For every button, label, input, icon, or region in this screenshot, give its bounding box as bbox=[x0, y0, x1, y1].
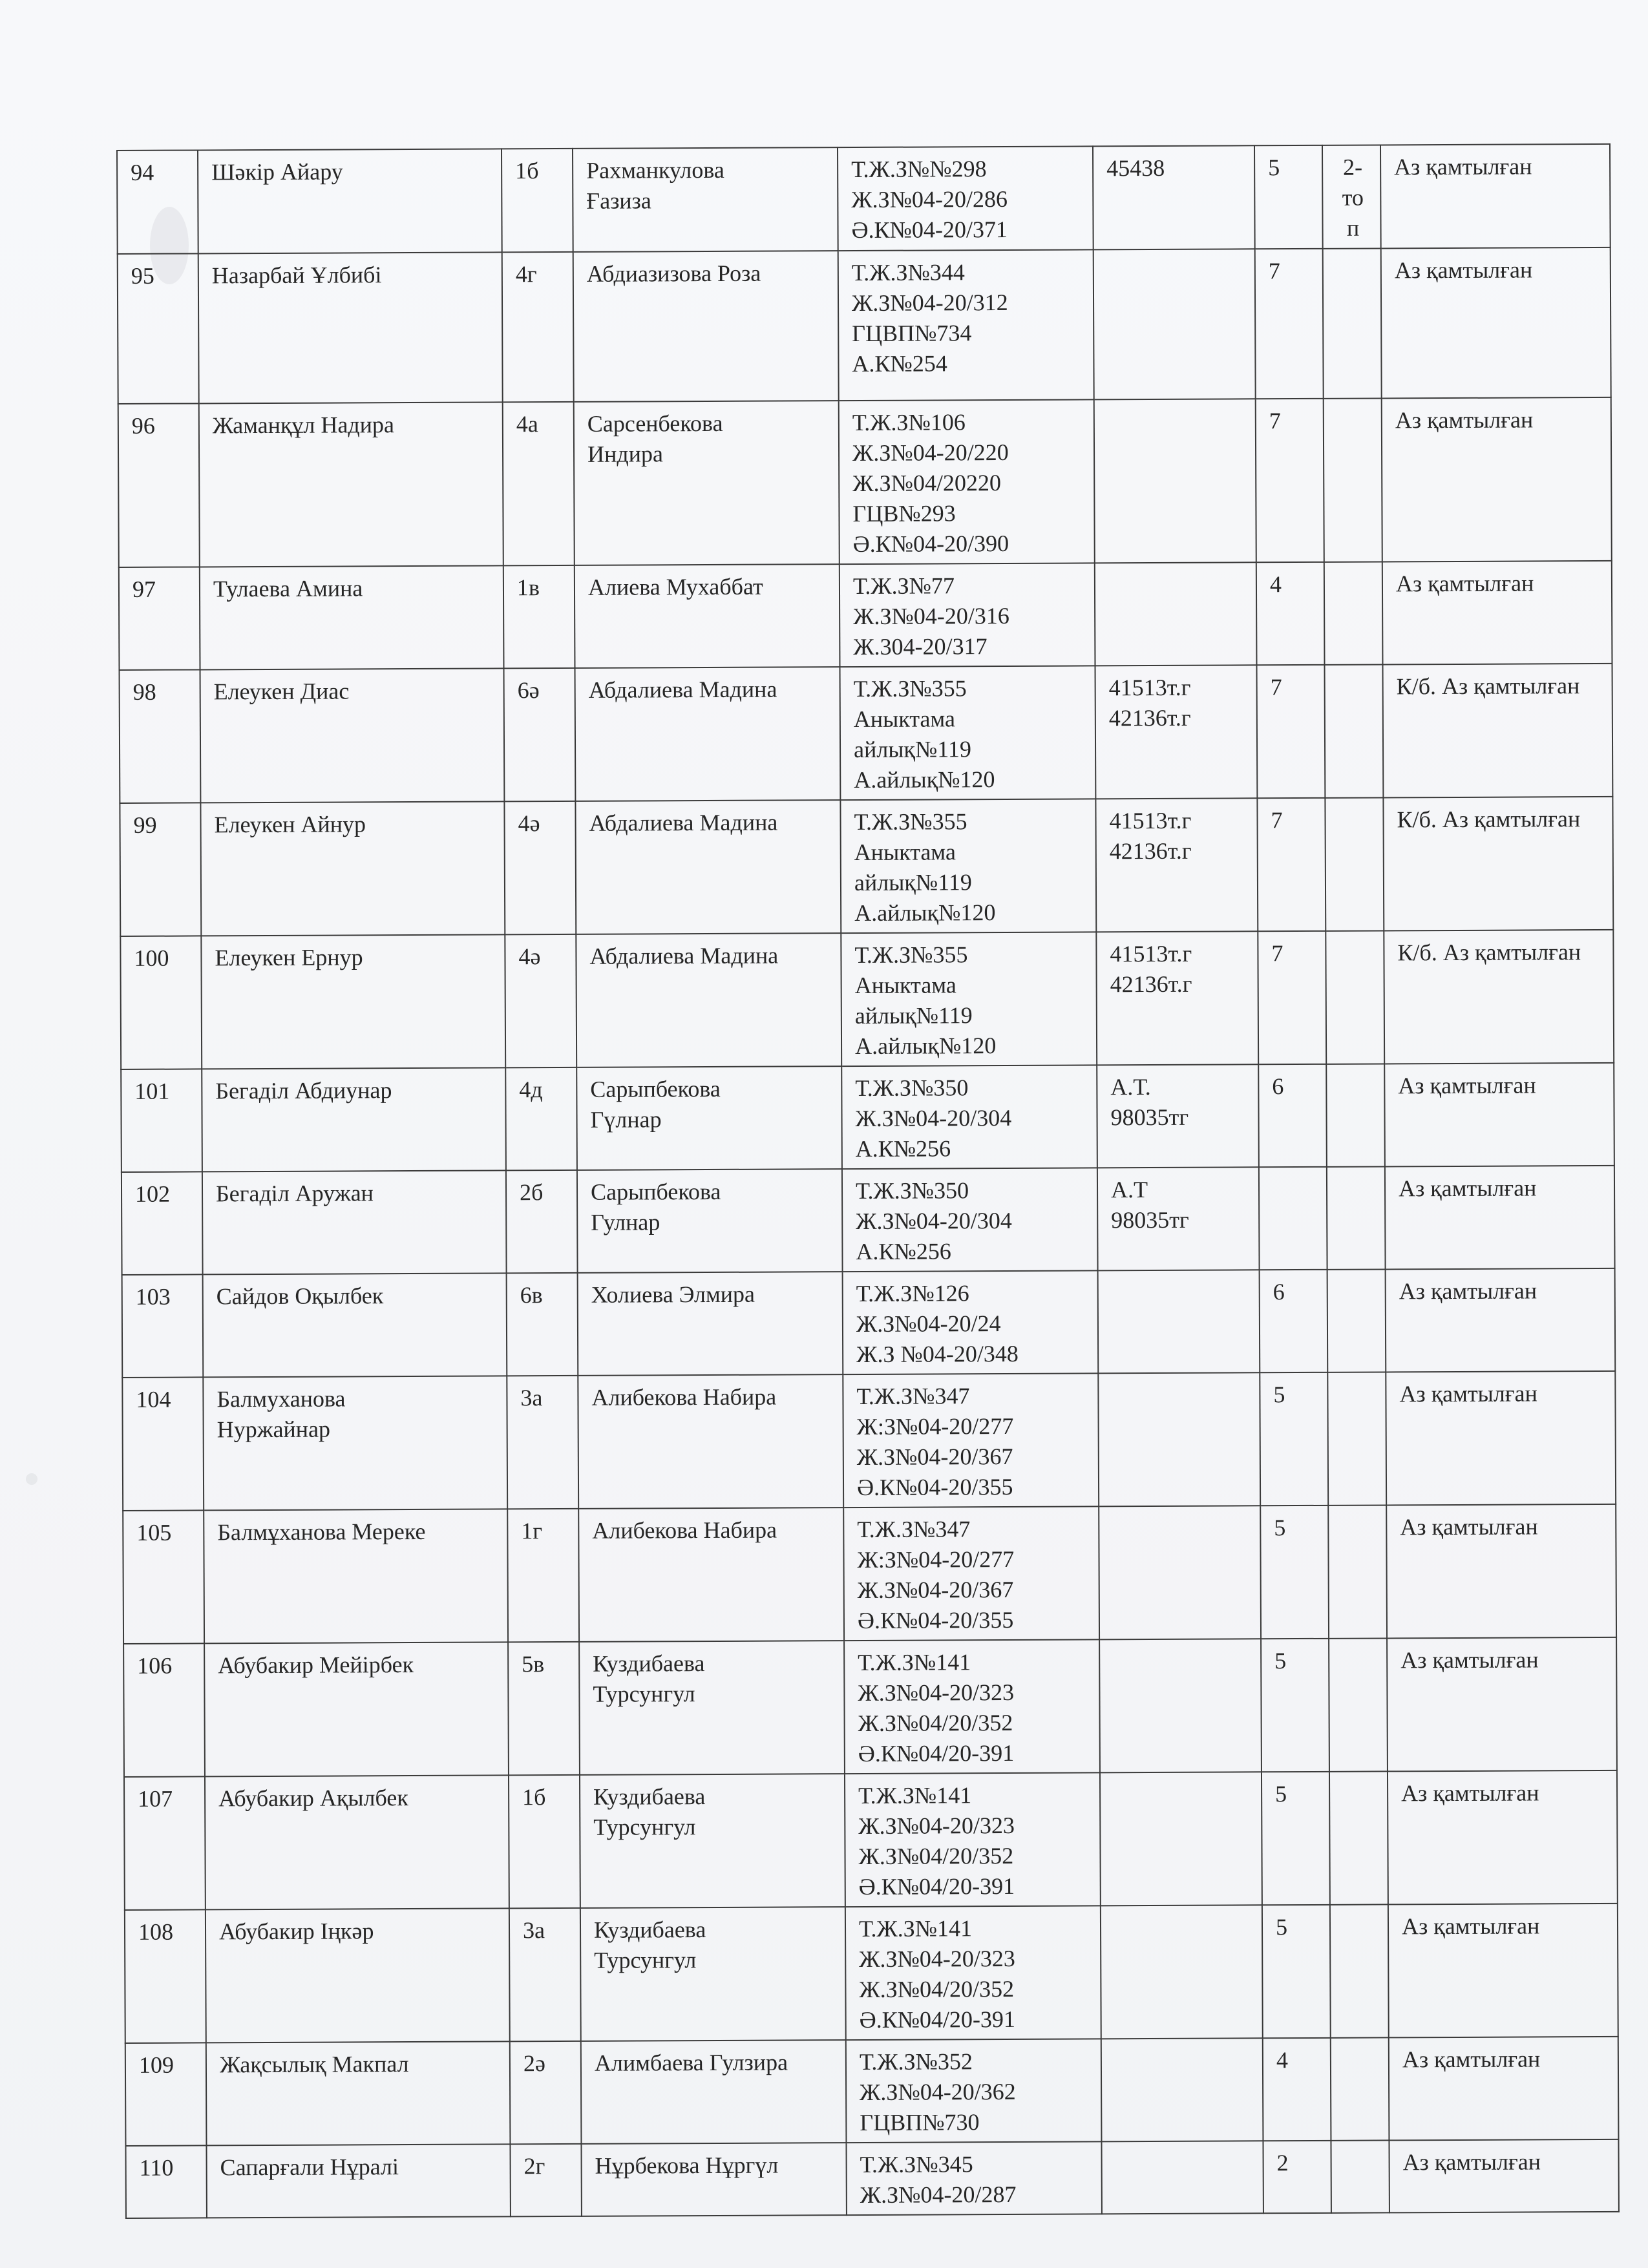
document-refs-line: Т.Ж.З№344 bbox=[851, 259, 965, 286]
teacher-name-line: Алибекова Набира bbox=[591, 1383, 777, 1411]
amount-cell-line: 98035тг bbox=[1110, 1104, 1189, 1131]
document-refs bbox=[845, 1906, 1101, 2040]
teacher-name-line: Сарыпбекова bbox=[590, 1075, 721, 1102]
student-name bbox=[203, 1273, 507, 1377]
row-number: 107 bbox=[124, 1776, 206, 1910]
document-refs-line: Т.Ж.З№141 bbox=[858, 1915, 973, 1942]
status-note: Аз қамтылған bbox=[1386, 1371, 1616, 1506]
teacher-name-line: Алибекова Набира bbox=[592, 1517, 777, 1544]
student-grade: 4г bbox=[502, 252, 574, 402]
table-row bbox=[120, 930, 1614, 1069]
document-refs-line: Т.Ж.З№355 bbox=[854, 941, 968, 969]
document-refs-line: Ж.З№04-20/220 bbox=[852, 439, 1009, 467]
teacher-name-line: Алиева Мухаббат bbox=[587, 573, 763, 600]
amount-cell bbox=[1097, 1064, 1259, 1168]
student-name-line: Елеукен Айнур bbox=[214, 811, 366, 838]
amount-cell bbox=[1098, 1270, 1260, 1373]
row-number: 99 bbox=[120, 803, 201, 936]
teacher-name-line: Гүлнар bbox=[590, 1106, 662, 1133]
group-cell bbox=[1331, 2037, 1389, 2140]
document-refs-line: Аныктама bbox=[854, 839, 956, 866]
teacher-name bbox=[581, 2040, 847, 2144]
teacher-name-line: Рахманкулова bbox=[586, 156, 724, 184]
student-grade: 6ә bbox=[504, 668, 576, 801]
student-grade: 4ә bbox=[504, 801, 576, 934]
amount-cell-line: 41513т.г bbox=[1110, 940, 1192, 967]
family-count: 6 bbox=[1258, 1064, 1327, 1167]
status-note: Аз қамтылған bbox=[1389, 2037, 1619, 2141]
document-refs-line: Ж.З№04-20/362 bbox=[860, 2078, 1016, 2106]
document-refs-line: Аныктама bbox=[853, 706, 956, 733]
student-grade: 4а bbox=[503, 402, 575, 565]
document-refs-line: Т.Ж.З№347 bbox=[856, 1383, 970, 1410]
document-refs-line: А.К№256 bbox=[855, 1135, 951, 1162]
amount-cell bbox=[1099, 1506, 1261, 1639]
teacher-name-line: Нұрбекова Нұргүл bbox=[595, 2152, 779, 2179]
teacher-name bbox=[580, 1774, 845, 1908]
group-cell bbox=[1326, 1064, 1385, 1166]
document-refs bbox=[840, 799, 1096, 933]
table-row bbox=[125, 1904, 1618, 2043]
document-refs-line: Ж.З№04-20/304 bbox=[855, 1104, 1012, 1132]
registry-body bbox=[117, 144, 1619, 2218]
document-refs bbox=[840, 563, 1095, 667]
registry-table-wrapper bbox=[116, 143, 1618, 2209]
status-note: К/б. Аз қамтылған bbox=[1382, 664, 1612, 798]
document-refs-line: Т.Ж.З№350 bbox=[855, 1177, 969, 1204]
amount-cell bbox=[1100, 1772, 1262, 1906]
amount-cell bbox=[1095, 665, 1257, 799]
document-refs-line: Т.Ж.З№355 bbox=[854, 808, 967, 835]
table-row bbox=[123, 1637, 1617, 1777]
amount-cell bbox=[1095, 798, 1258, 932]
document-refs-line: Ж.З№04-20/323 bbox=[858, 1812, 1015, 1840]
student-name bbox=[198, 252, 503, 403]
student-name-line: Бегаділ Аружан bbox=[215, 1180, 374, 1207]
teacher-name-line: Гулнар bbox=[591, 1209, 660, 1235]
teacher-name bbox=[574, 401, 840, 565]
family-count: 7 bbox=[1257, 798, 1326, 931]
family-count: 4 bbox=[1256, 562, 1325, 665]
table-row bbox=[122, 1268, 1616, 1378]
student-name-line: Жақсылық Макпал bbox=[219, 2051, 409, 2078]
student-name bbox=[203, 1376, 507, 1510]
family-count: 5 bbox=[1254, 145, 1323, 249]
student-name bbox=[204, 1642, 509, 1776]
amount-cell bbox=[1098, 1372, 1260, 1506]
teacher-name bbox=[575, 800, 841, 934]
student-grade: 4ә bbox=[505, 934, 576, 1067]
document-refs-line: Ә.К№04/20-391 bbox=[858, 1873, 1015, 1900]
row-number: 109 bbox=[125, 2042, 207, 2146]
group-cell bbox=[1329, 1638, 1388, 1771]
teacher-name-line: Абдиазизова Роза bbox=[586, 260, 761, 287]
teacher-name bbox=[577, 1169, 843, 1273]
document-refs-line: Ә.К№04/20-391 bbox=[858, 1739, 1015, 1767]
student-name bbox=[206, 1908, 510, 2042]
table-row bbox=[124, 1770, 1618, 1910]
group-cell bbox=[1327, 1166, 1386, 1269]
student-name bbox=[205, 1775, 509, 1909]
student-name bbox=[202, 1170, 507, 1274]
document-refs bbox=[845, 1772, 1101, 1907]
amount-cell bbox=[1099, 1639, 1262, 1772]
table-row bbox=[120, 664, 1613, 803]
document-refs-line: Т.Ж.З№355 bbox=[853, 675, 967, 702]
row-number: 101 bbox=[121, 1069, 202, 1172]
row-number: 110 bbox=[125, 2145, 206, 2218]
table-row bbox=[119, 561, 1612, 670]
group-cell bbox=[1330, 1904, 1389, 2037]
document-refs-line: А.К№254 bbox=[852, 350, 947, 377]
teacher-name-line: Абдалиева Мадина bbox=[588, 676, 777, 703]
teacher-name bbox=[581, 2143, 846, 2216]
document-refs bbox=[843, 1506, 1099, 1641]
document-refs-line: А.айлық№120 bbox=[854, 766, 995, 793]
teacher-name bbox=[580, 1907, 846, 2041]
student-name-line: Назарбай Ұлбибі bbox=[211, 262, 382, 289]
status-note: К/б. Аз қамтылған bbox=[1384, 930, 1614, 1064]
document-refs-line: Ә.К№04-20/355 bbox=[856, 1473, 1013, 1501]
document-refs bbox=[844, 1639, 1100, 1774]
document-refs-line: Т.Ж.З№345 bbox=[860, 2151, 973, 2178]
teacher-name bbox=[578, 1507, 844, 1642]
group-cell bbox=[1325, 797, 1384, 930]
document-refs-line: А.айлық№120 bbox=[854, 1033, 997, 1060]
document-refs-line: Ә.К№04-20/371 bbox=[851, 216, 1008, 244]
document-refs-line: Ж.З№04/20/352 bbox=[859, 1975, 1015, 2003]
group-cell bbox=[1324, 398, 1382, 562]
document-refs bbox=[838, 146, 1093, 251]
document-refs bbox=[846, 2141, 1101, 2215]
group-cell bbox=[1328, 1505, 1387, 1638]
document-refs-line: Ж.З№04-20/304 bbox=[856, 1207, 1012, 1235]
status-note: Аз қамтылған bbox=[1386, 1268, 1616, 1372]
document-refs-line: Т.Ж.З№347 bbox=[857, 1516, 971, 1543]
family-count: 6 bbox=[1260, 1270, 1328, 1372]
student-grade: 2ә bbox=[510, 2041, 582, 2144]
table-row bbox=[125, 2037, 1619, 2146]
status-note: Аз қамтылған bbox=[1382, 561, 1612, 665]
table-row bbox=[121, 1063, 1614, 1172]
status-note: Аз қамтылған bbox=[1386, 1504, 1616, 1639]
family-count: 7 bbox=[1256, 399, 1324, 562]
scan-smudge bbox=[26, 1473, 37, 1485]
document-refs-line: Т.Ж.З№141 bbox=[858, 1649, 971, 1676]
status-note: Аз қамтылған bbox=[1384, 1063, 1614, 1167]
teacher-name bbox=[573, 147, 838, 252]
document-refs-line: Ж.З№04-20/316 bbox=[853, 602, 1009, 630]
table-row bbox=[117, 144, 1611, 254]
group-cell bbox=[1329, 1771, 1388, 1904]
teacher-name-line: Холиева Элмира bbox=[591, 1281, 755, 1308]
family-count: 2 bbox=[1263, 2141, 1331, 2213]
amount-cell-line: 45438 bbox=[1106, 154, 1165, 182]
document-refs-line: Ж.З№04-20/323 bbox=[858, 1679, 1015, 1706]
document-refs bbox=[841, 1065, 1097, 1169]
document-refs-line: ГЦВП№730 bbox=[860, 2109, 980, 2136]
family-count bbox=[1259, 1167, 1327, 1270]
group-cell: 2- то п bbox=[1322, 145, 1381, 248]
group-cell bbox=[1323, 248, 1382, 398]
teacher-name-line: Турсунгул bbox=[593, 1814, 696, 1840]
status-note: К/б. Аз қамтылған bbox=[1383, 797, 1613, 931]
table-row bbox=[125, 2139, 1618, 2218]
table-row bbox=[122, 1371, 1616, 1511]
family-count: 5 bbox=[1260, 1506, 1329, 1639]
student-name bbox=[202, 1067, 506, 1171]
document-refs-line: Ә.К№04-20/355 bbox=[857, 1606, 1014, 1634]
student-name-line: Жаманқұл Надира bbox=[212, 412, 395, 439]
document-refs bbox=[843, 1270, 1099, 1374]
student-name-line: Елеукен Диас bbox=[213, 678, 350, 705]
document-refs-line: А.айлық№120 bbox=[854, 899, 996, 927]
status-note: Аз қамтылған bbox=[1385, 1166, 1615, 1270]
table-row bbox=[123, 1504, 1616, 1644]
row-number: 106 bbox=[123, 1643, 205, 1777]
student-name bbox=[206, 2041, 511, 2145]
student-grade: 2г bbox=[510, 2144, 581, 2216]
student-name-line: Балмуханова bbox=[217, 1385, 346, 1412]
document-refs bbox=[842, 1168, 1098, 1272]
document-refs-line: Т.Ж.З№352 bbox=[859, 2048, 973, 2075]
document-refs-line: Ж.З№04/20220 bbox=[852, 470, 1001, 497]
document-refs-line: Ж.З №04-20/348 bbox=[856, 1340, 1019, 1368]
document-refs-line: Ж:З№04-20/277 bbox=[857, 1546, 1015, 1573]
student-name bbox=[201, 934, 505, 1069]
group-cell bbox=[1326, 930, 1384, 1064]
student-name bbox=[200, 801, 505, 936]
document-refs-line: Ж:З№04-20/277 bbox=[856, 1412, 1014, 1440]
student-name bbox=[200, 565, 504, 669]
teacher-name-line: Абдалиева Мадина bbox=[589, 809, 778, 836]
status-note: Аз қамтылған bbox=[1382, 397, 1612, 562]
group-cell bbox=[1327, 1269, 1386, 1372]
teacher-name-line: Куздибаева bbox=[593, 1916, 706, 1943]
document-refs-line: Т.Ж.З№77 bbox=[852, 572, 955, 600]
student-grade: 1в bbox=[503, 565, 575, 668]
status-note: Аз қамтылған bbox=[1389, 2139, 1618, 2213]
student-name bbox=[199, 402, 503, 567]
teacher-name-line: Турсунгул bbox=[593, 1681, 695, 1707]
document-refs-line: Ж.З№04-20/367 bbox=[856, 1443, 1013, 1471]
amount-cell bbox=[1101, 2038, 1263, 2141]
group-cell bbox=[1327, 1372, 1386, 1505]
row-number: 105 bbox=[123, 1510, 204, 1644]
teacher-name-line: Индира bbox=[587, 441, 663, 467]
document-refs-line: айлық№119 bbox=[854, 869, 972, 896]
document-refs-line: Ж.З№04-20/24 bbox=[856, 1310, 1001, 1338]
status-note: Аз қамтылған bbox=[1381, 247, 1611, 399]
table-row bbox=[118, 397, 1612, 567]
amount-cell-line: 42136т.г bbox=[1108, 704, 1191, 731]
document-refs-line: Ж.З№04-20/287 bbox=[860, 2181, 1017, 2209]
document-refs bbox=[846, 2039, 1102, 2143]
row-number: 94 bbox=[117, 150, 198, 254]
amount-cell-line: А.Т. bbox=[1110, 1074, 1151, 1100]
document-refs bbox=[840, 666, 1096, 800]
document-refs bbox=[841, 932, 1097, 1066]
student-name-line: Тулаева Амина bbox=[213, 575, 363, 602]
student-grade: 2б bbox=[506, 1170, 578, 1273]
row-number: 98 bbox=[120, 669, 201, 803]
row-number: 102 bbox=[121, 1171, 203, 1275]
teacher-name-line: Абдалиева Мадина bbox=[589, 942, 779, 969]
teacher-name-line: Куздибаева bbox=[593, 1783, 706, 1810]
amount-cell-line: 41513т.г bbox=[1108, 674, 1191, 701]
row-number: 96 bbox=[118, 403, 200, 567]
student-grade: 4д bbox=[505, 1067, 577, 1170]
student-grade: 1г bbox=[507, 1509, 579, 1642]
amount-cell bbox=[1101, 1905, 1263, 2039]
student-name-line: Абубакир Мейірбек bbox=[218, 1652, 414, 1679]
registry-table bbox=[116, 143, 1620, 2219]
document-refs-line: Ж.З№04/20/352 bbox=[858, 1842, 1014, 1870]
student-name bbox=[200, 668, 505, 803]
document-refs bbox=[838, 249, 1094, 401]
student-name-line: Абубакир Ақылбек bbox=[218, 1785, 408, 1812]
document-refs-line: А.К№256 bbox=[856, 1238, 951, 1265]
student-name-line: Абубакир Іңкәр bbox=[218, 1918, 374, 1945]
teacher-name-line: Сарсенбекова bbox=[587, 410, 723, 437]
student-name-line: Бегаділ Абдиунар bbox=[215, 1077, 392, 1104]
student-grade: 3а bbox=[509, 1908, 581, 2041]
student-grade: 5в bbox=[508, 1642, 580, 1775]
student-name bbox=[206, 2144, 510, 2218]
group-cell bbox=[1331, 2140, 1389, 2212]
document-refs bbox=[843, 1373, 1099, 1507]
teacher-name-line: Алимбаева Гулзира bbox=[594, 2049, 788, 2076]
teacher-name bbox=[575, 667, 841, 801]
document-refs bbox=[839, 399, 1095, 564]
document-refs-line: Ж.304-20/317 bbox=[853, 633, 988, 660]
student-name-line: Сайдов Оқылбек bbox=[216, 1283, 384, 1310]
document-refs-line: Ә.К№04-20/390 bbox=[852, 530, 1009, 558]
row-number: 108 bbox=[125, 1909, 206, 2043]
document-refs-line: Ж.З№04/20/352 bbox=[858, 1709, 1013, 1737]
document-refs-line: ГЦВ№293 bbox=[852, 500, 956, 527]
family-count: 7 bbox=[1256, 665, 1325, 798]
teacher-name bbox=[576, 1066, 842, 1170]
teacher-name bbox=[576, 933, 841, 1067]
document-refs-line: Т.Ж.З№№298 bbox=[851, 156, 987, 183]
document-refs-line: Т.Ж.З№350 bbox=[855, 1075, 969, 1102]
teacher-name bbox=[579, 1641, 845, 1775]
document-refs-line: ГЦВП№734 bbox=[852, 320, 972, 347]
amount-cell-line: 42136т.г bbox=[1109, 837, 1192, 865]
document-refs-line: айлық№119 bbox=[853, 736, 972, 763]
amount-cell bbox=[1094, 399, 1256, 563]
student-grade: 6в bbox=[507, 1273, 578, 1376]
document-refs-line: Т.Ж.З№126 bbox=[856, 1280, 969, 1307]
student-grade: 3а bbox=[507, 1376, 578, 1509]
status-note: Аз қамтылған bbox=[1388, 1904, 1618, 2038]
student-name-line: Сапарғали Нұралі bbox=[220, 2154, 399, 2181]
document-refs-line: Ж.З№04-20/312 bbox=[851, 289, 1008, 317]
student-name bbox=[198, 149, 502, 253]
student-name-line: Балмұханова Мереке bbox=[217, 1518, 426, 1546]
table-row bbox=[121, 1166, 1615, 1275]
document-refs-line: Ж.З№04-20/286 bbox=[851, 185, 1008, 213]
student-grade: 1б bbox=[502, 149, 573, 252]
amount-cell-line: А.Т bbox=[1110, 1177, 1148, 1203]
amount-cell-line: 98035тг bbox=[1111, 1206, 1189, 1234]
amount-cell bbox=[1101, 2141, 1263, 2214]
document-refs-line: Т.Ж.З№106 bbox=[852, 409, 966, 436]
amount-cell bbox=[1096, 931, 1258, 1065]
row-number: 104 bbox=[122, 1377, 204, 1511]
student-name-line: Нуржайнар bbox=[217, 1416, 331, 1443]
teacher-name bbox=[573, 251, 839, 402]
row-number: 100 bbox=[120, 936, 202, 1069]
family-count: 5 bbox=[1262, 1772, 1330, 1905]
table-row bbox=[118, 247, 1611, 404]
teacher-name-line: Сарыпбекова bbox=[590, 1178, 721, 1205]
document-refs-line: Ә.К№04/20-391 bbox=[859, 2006, 1016, 2033]
document-refs-line: айлық№119 bbox=[854, 1002, 973, 1029]
document-refs-line: Ж.З№04-20/323 bbox=[859, 1945, 1015, 1973]
document-refs-line: Аныктама bbox=[854, 972, 956, 999]
family-count: 7 bbox=[1255, 249, 1324, 399]
teacher-name bbox=[575, 564, 840, 668]
status-note: Аз қамтылған bbox=[1380, 144, 1611, 249]
status-note: Аз қамтылған bbox=[1388, 1770, 1618, 1905]
amount-cell bbox=[1097, 1167, 1260, 1270]
document-refs-line: Ж.З№04-20/367 bbox=[857, 1576, 1014, 1604]
amount-cell-line: 41513т.г bbox=[1109, 807, 1192, 834]
amount-cell-line: 42136т.г bbox=[1110, 971, 1192, 998]
student-name bbox=[204, 1509, 508, 1643]
teacher-name-line: Ғазиза bbox=[586, 187, 651, 214]
family-count: 7 bbox=[1258, 931, 1326, 1064]
family-count: 4 bbox=[1263, 2038, 1331, 2141]
table-row bbox=[120, 797, 1613, 936]
teacher-name bbox=[578, 1374, 843, 1509]
document-refs-line: Т.Ж.З№141 bbox=[858, 1782, 972, 1809]
teacher-name bbox=[578, 1272, 843, 1376]
group-cell bbox=[1324, 664, 1383, 797]
group-cell bbox=[1324, 562, 1383, 664]
amount-cell bbox=[1093, 249, 1256, 399]
student-name-line: Шәкір Айару bbox=[211, 158, 343, 185]
amount-cell bbox=[1093, 145, 1255, 249]
amount-cell bbox=[1095, 562, 1257, 666]
teacher-name-line: Турсунгул bbox=[594, 1947, 697, 1973]
row-number: 95 bbox=[118, 253, 199, 404]
teacher-name-line: Куздибаева bbox=[593, 1650, 705, 1677]
family-count: 5 bbox=[1262, 1905, 1331, 2038]
family-count: 5 bbox=[1260, 1372, 1328, 1506]
student-name-line: Елеукен Ернур bbox=[215, 944, 363, 971]
status-note: Аз қамтылған bbox=[1387, 1637, 1617, 1772]
student-grade: 1б bbox=[509, 1775, 580, 1908]
row-number: 97 bbox=[119, 567, 200, 670]
family-count: 5 bbox=[1261, 1639, 1329, 1772]
row-number: 103 bbox=[122, 1274, 204, 1378]
